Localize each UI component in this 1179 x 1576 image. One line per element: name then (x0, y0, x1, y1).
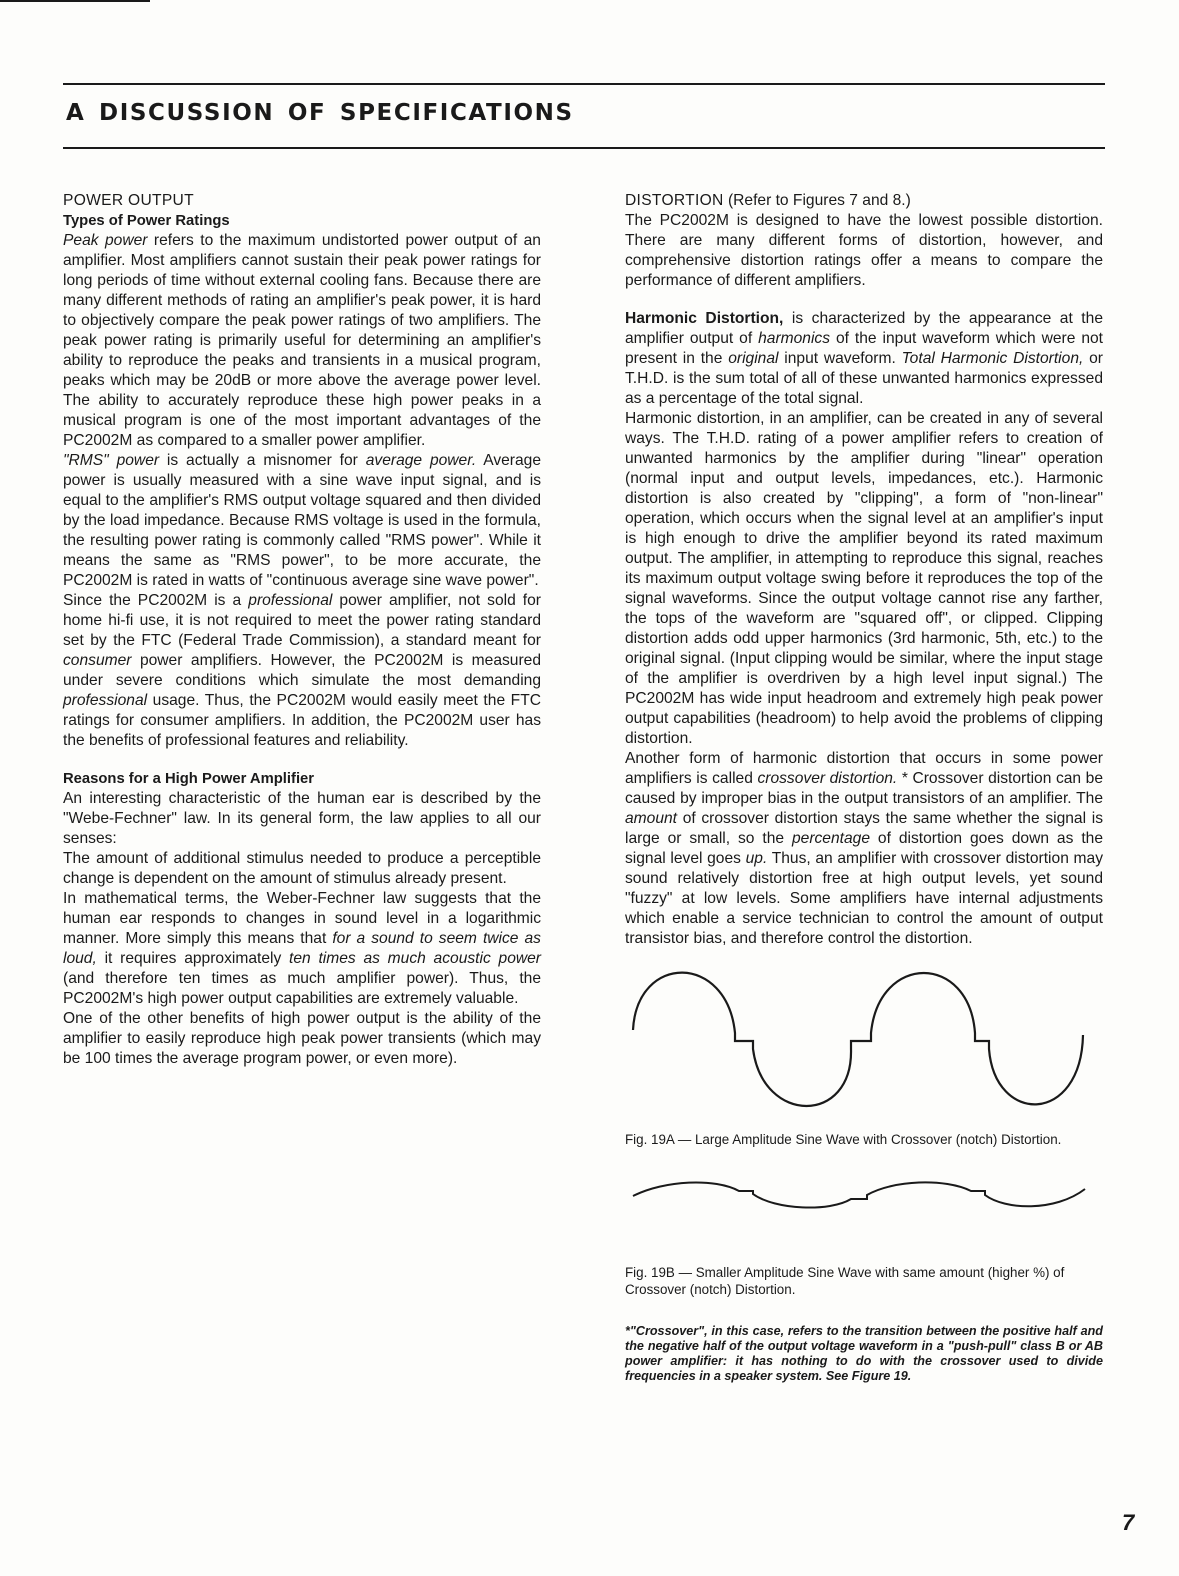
harmonic-distortion-paragraph: Harmonic Distortion, is characterized by the appearance at the amplifier output of harmonics of the input waveform which were not present in the original input waveform. Total Harmonic Distortion, or T.H.D. is the sum total of all of these unwanted harmonics expressed as a percentage of the total signal. (625, 310, 1103, 407)
page-title: A DISCUSSION OF SPECIFICATIONS (66, 100, 574, 126)
title-rule (63, 147, 1105, 149)
rms-power-term: "RMS" power (63, 452, 160, 469)
clipping-paragraph: Harmonic distortion, in an amplifier, can be created in any of several ways. The T.H.D. rating of a power amplifier refers to creation of unwanted harmonics by the amplifier during "linear" operation (normal input and output levels, impedances, etc.). Harmonic distortion is also created by "clipping", a form of "non-linear" operation, which occurs when the signal level at an amplifier's input is high enough to drive the amplifier beyond its rated maximum output. The amplifier, in attempting to reproduce this signal, reaches its maximum output voltage swing before it reproduces the top of the signal waveforms. Since the output voltage cannot rise any farther, the tops of the waveform are "squared off", or clipped. Clipping distortion adds odd upper harmonics (3rd harmonic, 5th, etc.) to the original signal. (Input clipping would be similar, where the input stage of the amplifier is overdriven by a high level input signal.) The PC2002M has wide input headroom and extremely high peak power output capabilities (headroom) to help avoid the problems of clipping distortion. (625, 410, 1103, 747)
top-rule (63, 83, 1105, 85)
peak-power-term: Peak power (63, 232, 148, 249)
power-output-heading: POWER OUTPUT (63, 192, 194, 209)
peak-power-paragraph: Peak power refers to the maximum undistorted power output of an amplifier. Most amplifiers cannot sustain their peak power ratings for long periods of time without external cooling fans. Because there are many different methods of rating an amplifier's peak power, it is hard to objectively compare the peak power ratings of two amplifiers. The peak power rating is primarily useful for determining an amplifier's ability to reproduce the peaks and transients in a musical program, peaks which may be 20dB or more above the average power level. The ability to accurately reproduce these high power peaks in a musical program is one of the most important advantages of the PC2002M as compared to a smaller power amplifier. (63, 232, 541, 449)
fig-19a-waveform (625, 965, 1103, 1115)
logarithmic-paragraph: In mathematical terms, the Weber-Fechner law suggests that the human ear responds to changes in sound level in a logarithmic manner. More simply this means that for a sound to seem twice as loud, it requires approximately ten times as much acoustic power (and therefore ten times as much amplifier power). Thus, the PC2002M's high power output capabilities are extremely valuable. (63, 890, 541, 1007)
peak-transients-paragraph: One of the other benefits of high power output is the ability of the amplifier to easily reproduce high peak power transients (which may be 100 times the average program power, or even more). (63, 1010, 541, 1067)
distortion-heading-line: DISTORTION (Refer to Figures 7 and 8.) (625, 192, 911, 209)
top-edge-line (0, 0, 150, 2)
fig-19b-waveform (625, 1174, 1103, 1224)
fig-19a-caption: Fig. 19A — Large Amplitude Sine Wave with Crossover (notch) Distortion. (625, 1132, 1062, 1147)
fig-19b-wave-path (633, 1182, 1085, 1207)
fig-19b-caption: Fig. 19B — Smaller Amplitude Sine Wave with same amount (higher %) of Crossover (notch) Distortion. (625, 1265, 1065, 1297)
right-column (625, 191, 1103, 1384)
fig-19a-wave-path (633, 973, 1083, 1106)
types-of-power-ratings-heading: Types of Power Ratings (63, 213, 230, 229)
page-number: 7 (1122, 1510, 1135, 1535)
left-column (63, 191, 541, 1069)
harmonic-distortion-term: Harmonic Distortion, (625, 310, 784, 327)
reasons-heading: Reasons for a High Power Amplifier (63, 771, 315, 787)
rms-power-paragraph: "RMS" power is actually a misnomer for average power. Average power is usually measured with a sine wave input signal, and is equal to the amplifier's RMS output voltage squared and then divided by the load impedance. Because RMS voltage is used in the formula, the resulting power rating is commonly called "RMS power". While it means the same as "RMS power", to be more accurate, the PC2002M is rated in watts of "continuous average sine wave power". (63, 452, 541, 589)
weber-fechner-intro: An interesting characteristic of the human ear is described by the "Webe-Fechner" law. In its general form, the law applies to all our senses: (63, 790, 541, 847)
crossover-paragraph: Another form of harmonic distortion that occurs in some power amplifiers is called crossover distortion. * Crossover distortion can be caused by improper bias in the output transistors of an amplifier. The amount of crossover distortion stays the same whether the signal is large or small, so the percentage of distortion goes down as the signal level goes up. Thus, an amplifier with crossover distortion may sound relatively distortion free at high output levels, yet sound "fuzzy" at low levels. Some amplifiers have internal adjustments which enable a service technician to control the amount of output transistor bias, and therefore control the distortion. (625, 750, 1104, 947)
crossover-footnote: *"Crossover", in this case, refers to the transition between the positive half and the negative half of the output voltage waveform in a "push-pull" class B or AB power amplifier: it has nothing to do with the crossover used to divide frequencies in a speaker system. See Figure 19. (625, 1324, 1103, 1383)
distortion-heading: DISTORTION (625, 192, 724, 209)
professional-amplifier-paragraph: Since the PC2002M is a professional power amplifier, not sold for home hi-fi use, it is not required to meet the power rating standard set by the FTC (Federal Trade Commission), a standard meant for consumer power amplifiers. However, the PC2002M is measured under severe conditions which simulate the most demanding professional usage. Thus, the PC2002M would easily meet the FTC ratings for consumer amplifiers. In addition, the PC2002M user has the benefits of professional features and reliability. (63, 592, 542, 749)
weber-fechner-law: The amount of additional stimulus needed to produce a perceptible change is dependent on the amount of stimulus already present. (63, 850, 541, 887)
distortion-intro: The PC2002M is designed to have the lowest possible distortion. There are many different forms of distortion, however, and comprehensive distortion ratings offer a means to compare the performance of different amplifiers. (625, 212, 1103, 289)
